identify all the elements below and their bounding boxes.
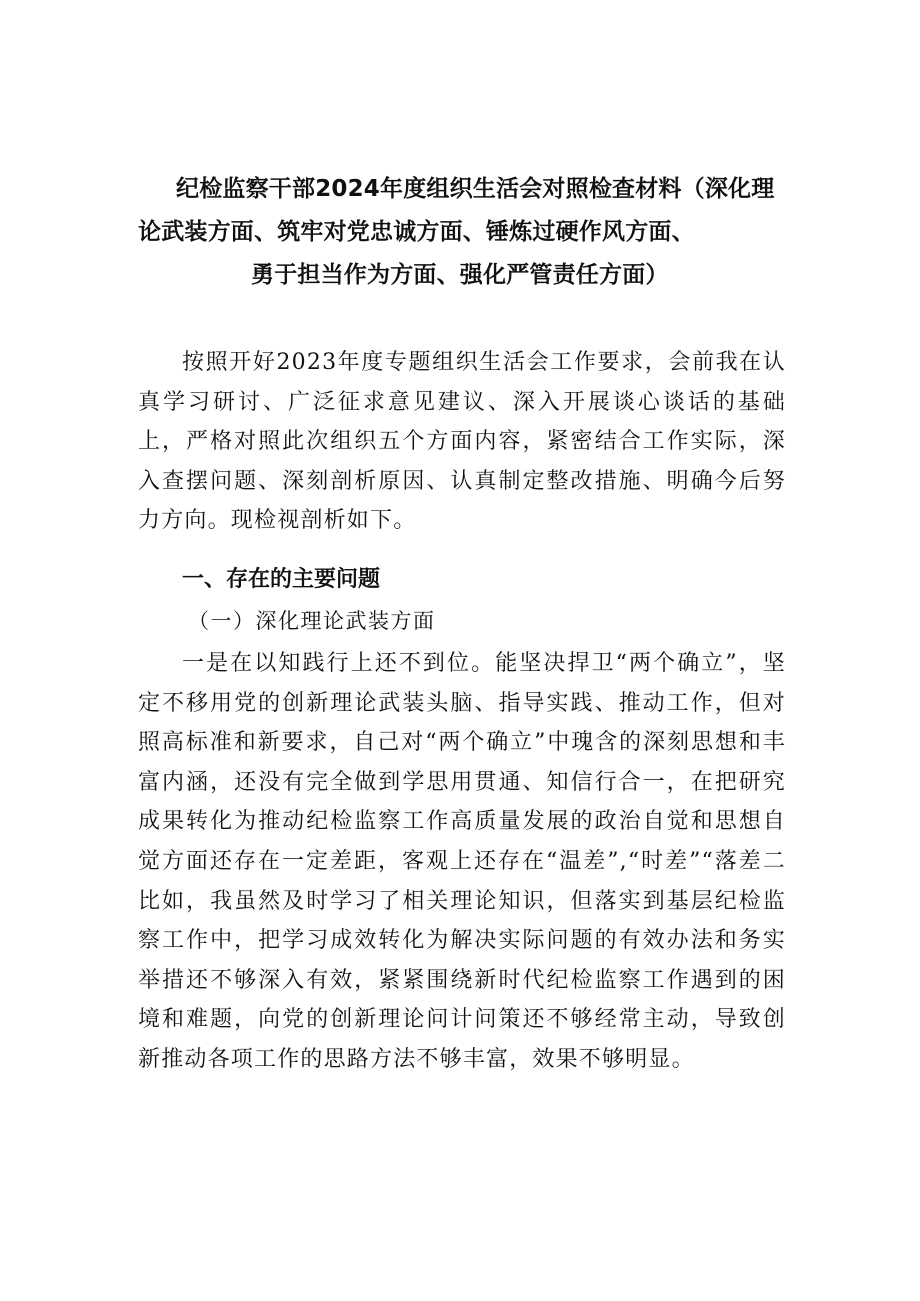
paragraph-1-block (138, 644, 786, 1080)
section-heading: 一、存在的主要问题 (182, 567, 381, 592)
paragraph-1: 一是在以知践行上还不到位。能坚决捍卫“两个确立”，坚定不移用党的创新理论武装头脑、指导实践、推动工作，但对照高标准和新要求，自己对“两个确立”中瑰含的深刻思想和丰富内涵，还没有完全做到学思用贯通、知信行合一，在把研究成果转化为推动纪检监察工作高质量发展的政治自觉和思想自觉方面还存在一定差距，客观上还存在“温差”,“时差”“落差二比如，我虽然及时学习了相关理论知识，但落实到基层纪检监察工作中，把学习成效转化为解决实际问题的有效办法和务实举措还不够深入有效，紧紧围绕新时代纪检监察工作遇到的困境和难题，向党的创新理论问计问策还不够经常主动，导致创新推动各项工作的思路方法不够丰富，效果不够明显。 (138, 651, 786, 1072)
title-line-1: 纪检监察干部2024年度组织生活会对照检查材料（深化理 (176, 176, 775, 202)
document-title (138, 168, 786, 297)
title-line-2: 论武装方面、筑牢对党忠诚方面、锤炼过硬作风方面、 (138, 219, 695, 245)
subsection-heading: （一）深化理论武装方面 (188, 609, 436, 633)
intro-paragraph: 按照开好2023年度专题组织生活会工作要求，会前我在认真学习研讨、广泛征求意见建议、深入开展谈心谈话的基础上，严格对照此次组织五个方面内容，紧密结合工作实际，深入查摆问题、深刻剖析原因、认真制定整改措施、明确今后努力方向。现检视剖析如下。 (138, 350, 786, 534)
intro-paragraph-block (138, 343, 786, 541)
title-line-3: 勇于担当作为方面、强化严管责任方面） (251, 262, 669, 288)
